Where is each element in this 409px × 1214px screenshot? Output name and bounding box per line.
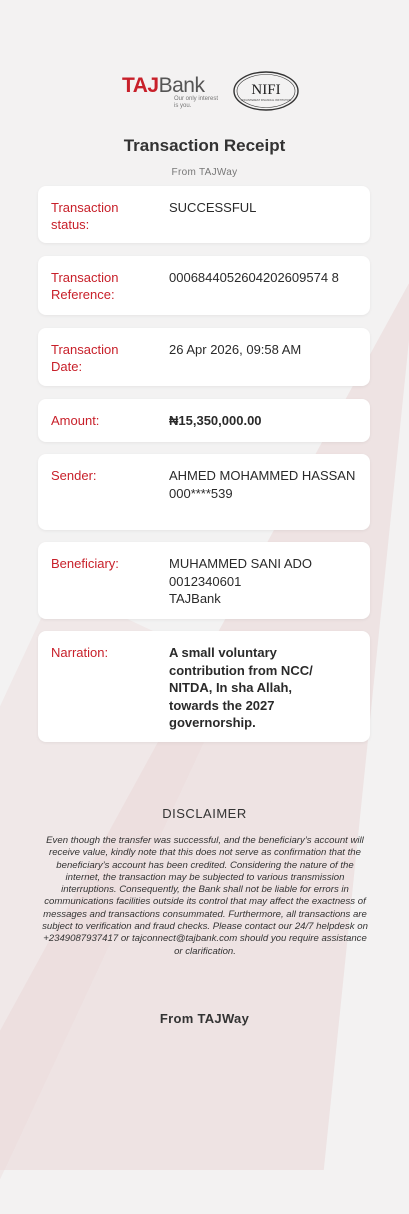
sender-name: AHMED MOHAMMED HASSAN	[169, 468, 356, 483]
logo-bank-text: Bank	[158, 74, 205, 97]
logo-taj-text: TAJ	[122, 74, 159, 97]
beneficiary-card	[38, 542, 370, 619]
narration-value: A small voluntary contribution from NCC/ NITDA, In sha Allah, towards the 2027 governorship.	[169, 645, 313, 730]
status-label: Transaction status:	[51, 200, 119, 232]
beneficiary-name: MUHAMMED SANI ADO	[169, 556, 313, 571]
reference-card	[38, 256, 370, 315]
logo-tagline: Our only interest is you.	[174, 96, 219, 109]
footer-text: From TAJWay	[159, 1011, 250, 1026]
status-card	[38, 186, 370, 243]
beneficiary-label: Beneficiary:	[51, 556, 119, 571]
narration-label: Narration:	[51, 645, 109, 660]
page-subtitle: From TAJWay	[171, 167, 238, 178]
amount-value: ₦15,350,000.00	[169, 413, 262, 428]
beneficiary-bank: TAJBank	[169, 591, 221, 606]
status-value: SUCCESSFUL	[169, 200, 257, 215]
sender-account: 000****539	[169, 485, 233, 501]
date-label: Transaction Date:	[51, 342, 119, 374]
sender-card	[38, 454, 370, 530]
reference-label: Transaction Reference:	[51, 270, 119, 302]
nifi-logo	[232, 70, 300, 112]
disclaimer-text: Even though the transfer was successful, and the beneficiary’s account will receive value, kindly note that this does not serve as confirmation that the beneficiary’s account has been credited. Considering the nature of the internet, the transaction may be subjected to various transmission interruptions. Consequently, the Bank shall not be liable for errors in communications facilities outside its control that may affect the exactness of messages and transactions consummated. Furthermore, all transactions are subject to verification and fraud checks. Please contact our 24/7 helpdesk on +2349087937417 or tajconnect@tajbank.com should you require assistance or clarification.	[42, 835, 368, 957]
sender-label: Sender:	[51, 468, 97, 483]
tajbank-logo	[122, 74, 218, 114]
amount-card	[38, 399, 370, 442]
date-value: 26 Apr 2026, 09:58 AM	[169, 342, 302, 357]
disclaimer-title: DISCLAIMER	[162, 806, 247, 821]
page-title: Transaction Receipt	[123, 136, 286, 155]
sender-details	[169, 467, 359, 502]
date-card	[38, 328, 370, 386]
nifi-text: NIFI	[251, 82, 281, 98]
nifi-subtitle: NON-INTEREST FINANCIAL INSTITUTION	[240, 99, 292, 102]
beneficiary-account: 0012340601	[169, 573, 242, 589]
amount-label: Amount:	[51, 413, 100, 428]
beneficiary-details	[169, 555, 359, 608]
reference-value: 0006844052604202609574 8	[169, 270, 339, 285]
logo-header	[0, 66, 409, 116]
narration-card	[38, 631, 370, 742]
